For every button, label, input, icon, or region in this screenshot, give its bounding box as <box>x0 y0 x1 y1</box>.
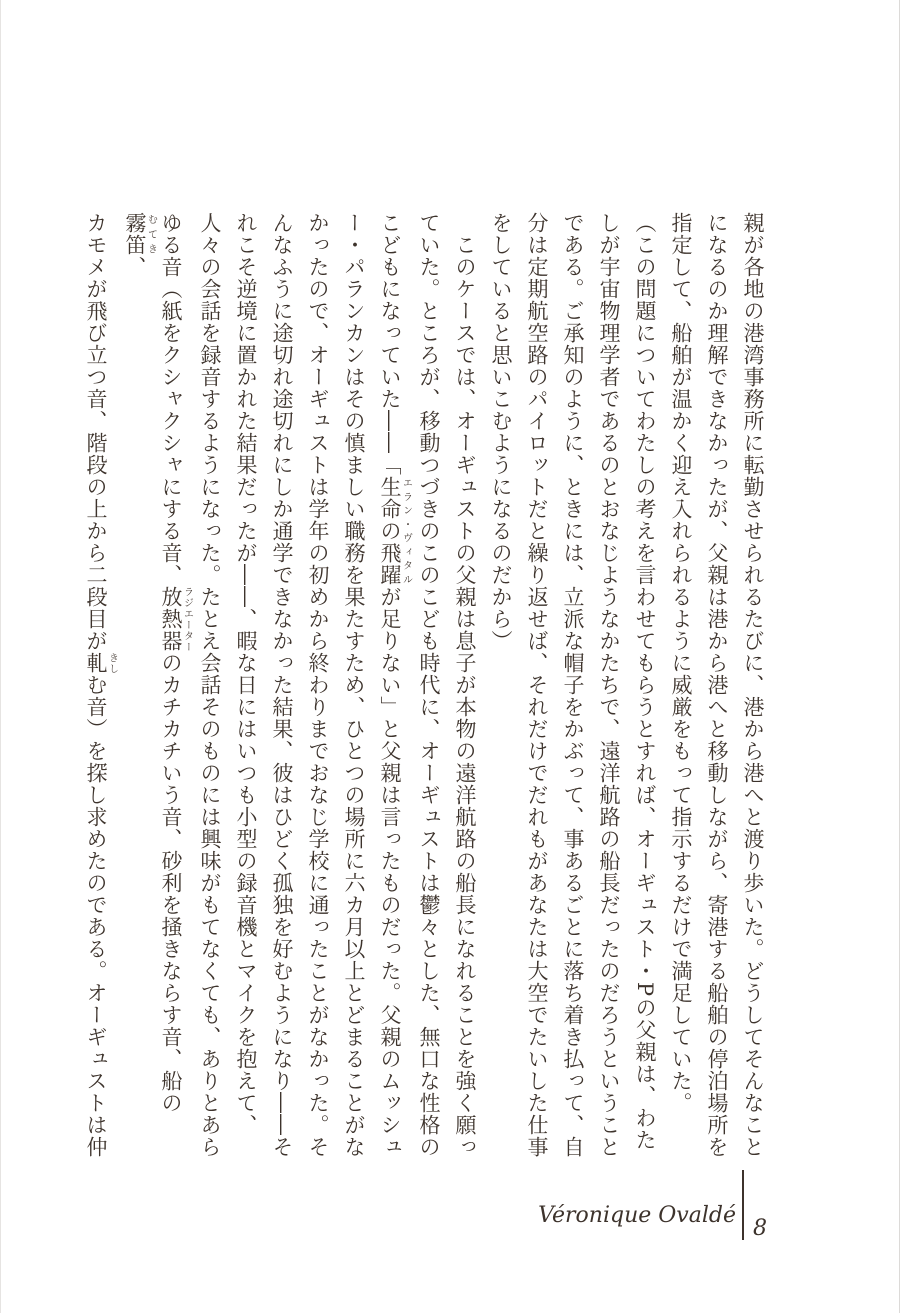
furigana-ruby: 生命の飛躍エラン・ヴィタル <box>378 476 412 586</box>
footer-author: Véronique Ovaldé <box>538 1203 736 1228</box>
text-line: をしていると思いこむようになるのだから） <box>489 212 513 652</box>
text-line: 指定して、船舶が温かく迎え入れられるように威厳をもって指示するだけで満足していた。 <box>669 212 693 1114</box>
text-line: このケースでは、オーギュストの父親は息子が本物の遠洋航路の船長になれることを強く願っ <box>453 212 477 1158</box>
text-line: れこそ逆境に置かれた結果だったが――、暇な日にはいつも小型の録音機とマイクを抱えて、 <box>234 212 258 1136</box>
text-line: である。ご承知のように、ときには、立派な帽子をかぶって、事あるごとに落ち着き払って、自 <box>561 212 585 1158</box>
footer-divider <box>742 1170 744 1240</box>
page-body-text <box>78 212 771 1164</box>
furigana-ruby: 軋きし <box>84 652 118 674</box>
text-line: こどもになっていた――「生命の飛躍エラン・ヴィタルが足りない」と父親は言ったものだった。父親のムッシュ <box>378 212 412 1158</box>
text-line: カモメが飛び立つ音、階段の上から二段目が軋きしむ音）を探し求めたのである。オーギュストは仲 <box>84 212 118 1158</box>
furigana-ruby: 放熱器ラジエーター <box>159 586 193 652</box>
text-line: かったので、オーギュストは学年の初めから終わりまでおなじ学校に通ったことがなかった。そ <box>306 212 330 1158</box>
furigana-ruby: 霧笛むてき <box>123 212 157 256</box>
text-line: 親が各地の港湾事務所に転勤させられるたびに、港から港へと渡り歩いた。どうしてそんなこと <box>741 212 765 1158</box>
text-line: ー・パランカンはその慎ましい職務を果たすため、ひとつの場所に六カ月以上とどまることがな <box>342 212 366 1158</box>
text-line: （この問題についてわたしの考えを言わせてもらうとすれば、オーギュスト・Pの父親は、わた <box>633 212 657 1152</box>
text-line: しが宇宙物理学者であるのとおなじようなかたちで、遠洋航路の船長だったのだろうということ <box>597 212 621 1158</box>
text-line: 人々の会話を録音するようになった。たとえ会話そのものには興味がもてなくても、ありとあら <box>198 212 222 1158</box>
page-number: 8 <box>753 1216 767 1241</box>
text-line: んなふうに途切れ途切れにしか通学できなかった結果、彼はひどく孤独を好むようになり――そ <box>270 212 294 1158</box>
text-line: になるのか理解できなかったが、父親は港から港へと移動しながら、寄港する船舶の停泊場所を <box>705 212 729 1158</box>
text-line: 分は定期航空路のパイロットだと繰り返せば、それだけでだれもがあなたは大空でたいした仕事 <box>525 212 549 1158</box>
text-line: ていた。ところが、移動つづきのこのこども時代に、オーギュストは鬱々とした、無口な性格の <box>417 212 441 1158</box>
text-line: ゆる音（紙をクシャクシャにする音、放熱器ラジエーターのカチカチいう音、砂利を掻きならす音、船の霧笛むてき、 <box>123 212 193 1114</box>
